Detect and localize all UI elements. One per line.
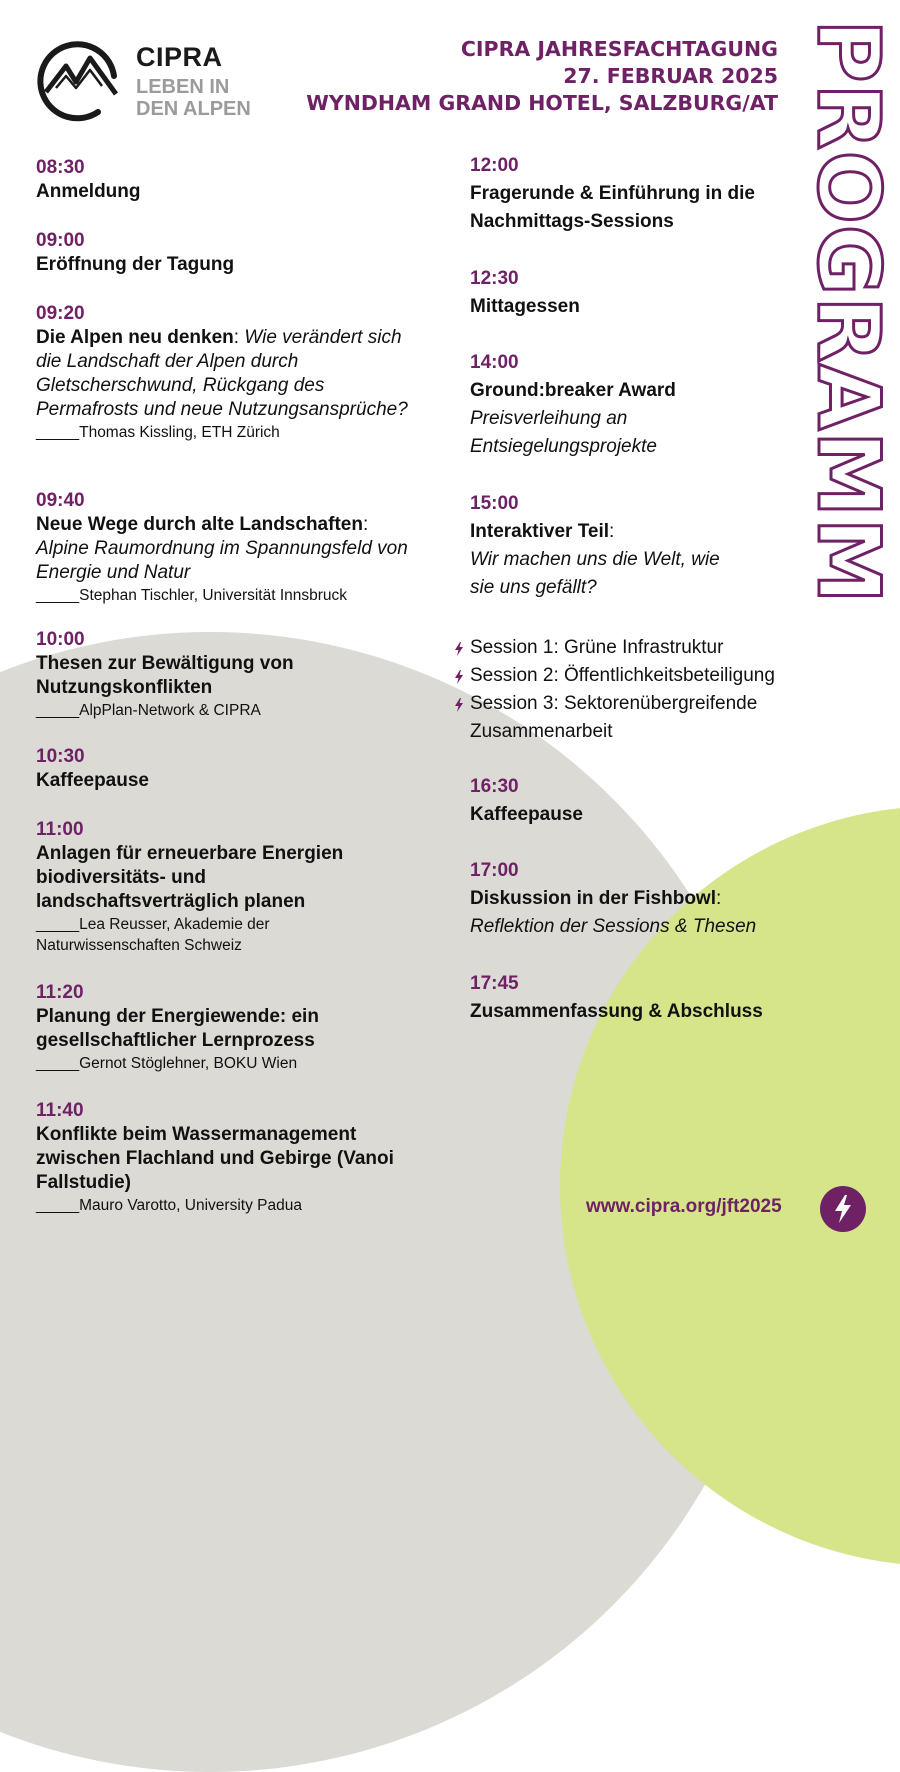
bolt-icon (454, 698, 464, 712)
agenda-item-1000 (36, 628, 356, 721)
agenda-time: 09:20 (36, 303, 85, 324)
agenda-description: Alpine Raumordnung im Spannungsfeld von Energie und Natur (36, 538, 408, 583)
agenda-item-1100 (36, 818, 381, 956)
agenda-time: 11:20 (36, 982, 84, 1003)
event-date: 27. FEBRUAR 2025 (563, 64, 778, 88)
agenda-title-colon: : (609, 521, 615, 542)
logo-brand: CIPRA (136, 42, 223, 72)
event-header (306, 36, 778, 117)
agenda-title: Eröffnung der Tagung (36, 254, 235, 275)
agenda-title: Planung der Energiewende: ein gesellschaftlicher Lernprozess (36, 1006, 319, 1051)
agenda-speaker: _____AlpPlan-Network & CIPRA (36, 702, 261, 719)
bolt-icon (833, 1195, 853, 1223)
agenda-time: 16:30 (470, 776, 519, 797)
agenda-title: Anmeldung (36, 181, 141, 202)
agenda-title: Interaktiver Teil (470, 521, 610, 542)
agenda-title: Zusammenfassung & Abschluss (470, 1001, 763, 1022)
cipra-logo (36, 36, 276, 126)
footer-bolt-badge (820, 1186, 866, 1232)
bolt-icon (454, 642, 464, 656)
agenda-description: Reflektion der Sessions & Thesen (470, 916, 757, 937)
agenda-item-1230 (470, 265, 870, 321)
website-link[interactable]: www.cipra.org/jft2025 (586, 1196, 782, 1217)
agenda-description: Wir machen uns die Welt, wie sie uns gefällt? (470, 549, 720, 598)
agenda-title: Mittagessen (470, 296, 580, 317)
agenda-title-colon: : (233, 327, 240, 348)
agenda-title: Die Alpen neu denken (36, 327, 234, 348)
agenda-title: Kaffeepause (470, 804, 583, 825)
session-list (454, 634, 834, 746)
logo-tagline-1: LEBEN IN (136, 76, 230, 98)
agenda-description: Wie verändert sich die Landschaft der Alpen durch Gletscherschwund, Rückgang des Permafrosts und neue Nutzungsansprüche? (36, 327, 408, 420)
agenda-title: Diskussion in der Fishbowl (470, 888, 716, 909)
agenda-time: 09:00 (36, 230, 85, 251)
agenda-item-0830 (36, 156, 436, 204)
agenda-time: 14:00 (470, 352, 519, 373)
agenda-time: 11:40 (36, 1100, 84, 1121)
agenda-speaker: _____Mauro Varotto, University Padua (36, 1197, 302, 1214)
agenda-item-1700 (470, 857, 810, 941)
agenda-time: 17:00 (470, 860, 519, 881)
agenda-time: 09:40 (36, 490, 85, 511)
session-item (454, 634, 834, 662)
programm-vertical-title: PROGRAMM (798, 19, 898, 605)
agenda-item-0940 (36, 489, 426, 606)
session-label: Session 2: Öffentlichkeitsbeteiligung (470, 665, 775, 686)
agenda-item-0900 (36, 229, 436, 277)
agenda-speaker: _____Lea Reusser, Akademie der Naturwissenschaften Schweiz (36, 916, 270, 954)
agenda-time: 12:30 (470, 268, 519, 289)
agenda-description: Preisverleihung an Entsiegelungsprojekte (470, 408, 657, 457)
mountain-circle-logo-icon (36, 36, 122, 122)
agenda-item-1400 (470, 349, 710, 461)
agenda-speaker: _____Stephan Tischler, Universität Innsbruck (36, 587, 348, 604)
session-item (454, 690, 834, 746)
session-label: Session 3: Sektorenübergreifende (470, 693, 758, 714)
agenda-time: 11:00 (36, 819, 84, 840)
agenda-time: 12:00 (470, 155, 519, 176)
agenda-item-1630 (470, 773, 870, 829)
logo-tagline-2: DEN ALPEN (136, 98, 251, 120)
agenda-speaker: _____Thomas Kissling, ETH Zürich (36, 424, 280, 441)
agenda-item-1030 (36, 745, 436, 793)
agenda-title: Neue Wege durch alte Landschaften (36, 514, 363, 535)
agenda-title: Anlagen für erneuerbare Energien biodiversitäts- und landschaftsverträglich planen (36, 843, 344, 912)
agenda-time: 08:30 (36, 157, 85, 178)
agenda-title: Fragerunde & Einführung in die Nachmittags-Sessions (470, 183, 755, 232)
agenda-title: Thesen zur Bewältigung von Nutzungskonflikten (36, 653, 294, 698)
agenda-time: 10:30 (36, 746, 85, 767)
agenda-item-1120 (36, 981, 366, 1074)
agenda-title-colon: : (362, 514, 369, 535)
agenda-title: Kaffeepause (36, 770, 149, 791)
agenda-time: 17:45 (470, 973, 519, 994)
agenda-title-colon: : (715, 888, 722, 909)
event-name: CIPRA JAHRESFACHTAGUNG (460, 37, 778, 61)
agenda-item-1745 (470, 970, 810, 1026)
session-item (454, 662, 834, 690)
agenda-title: Konflikte beim Wassermanagement zwischen Flachland und Gebirge (Vanoi Fallstudie) (36, 1124, 394, 1193)
agenda-time: 15:00 (470, 493, 519, 514)
agenda-title: Ground:breaker Award (470, 380, 676, 401)
agenda-time: 10:00 (36, 629, 85, 650)
agenda-item-1200 (470, 152, 780, 236)
agenda-speaker: _____Gernot Stöglehner, BOKU Wien (36, 1055, 298, 1072)
session-label: Session 1: Grüne Infrastruktur (470, 637, 724, 658)
agenda-item-1140 (36, 1099, 416, 1216)
event-venue: WYNDHAM GRAND HOTEL, SALZBURG/AT (306, 91, 778, 115)
session-label-continuation: Zusammenarbeit (470, 721, 613, 742)
agenda-item-0920 (36, 302, 416, 443)
agenda-item-1500 (470, 490, 740, 602)
bolt-icon (454, 670, 464, 684)
